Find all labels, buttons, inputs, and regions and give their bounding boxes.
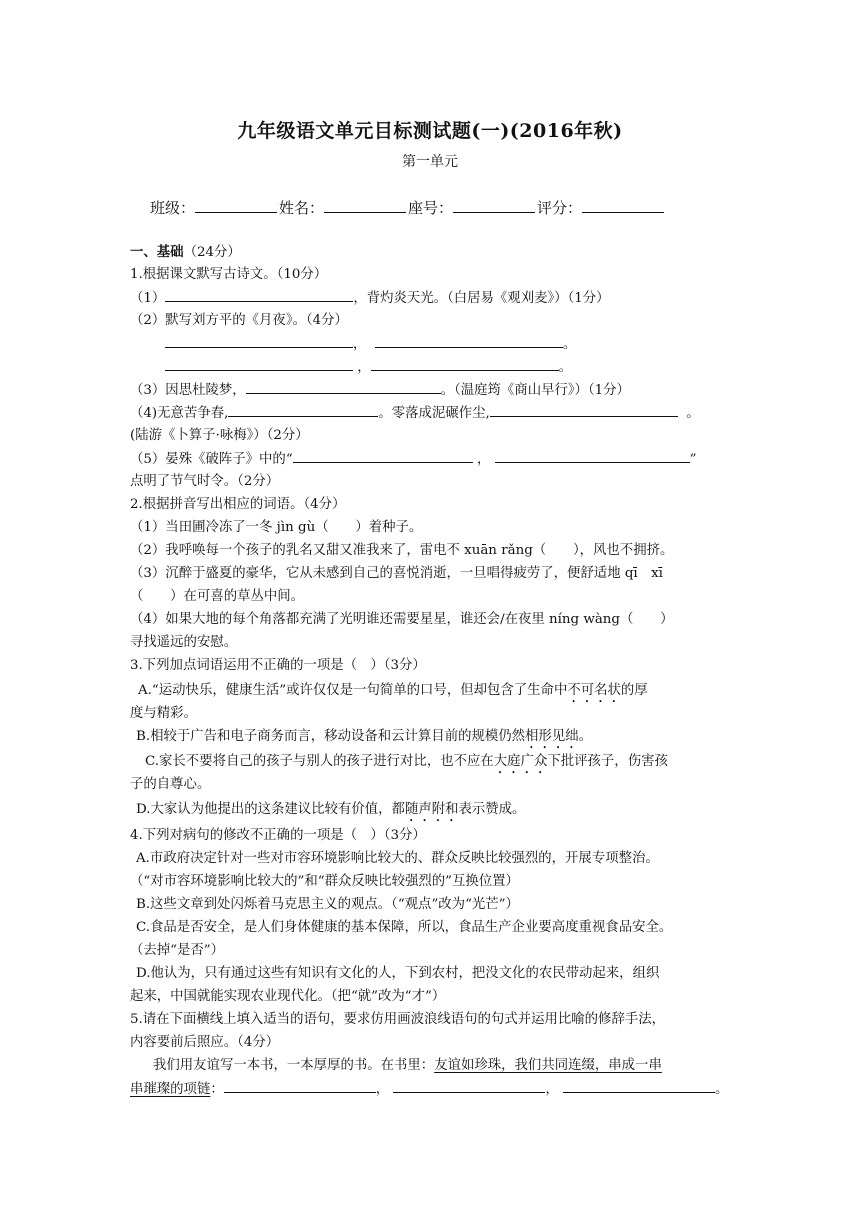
q2-line6: 寻找遥远的安慰。 — [130, 635, 238, 650]
q5-passage — [153, 1055, 753, 1077]
q1-p3-head: （3）因思杜陵梦， — [130, 383, 246, 398]
q1-p4-blank1[interactable] — [228, 402, 378, 417]
q2-line5: （4）如果大地的每个角落都充满了光明谁还需要星星，谁还会/在夜里 níng wàng（ ） — [130, 612, 674, 627]
q3-b-post: 。 — [578, 729, 592, 744]
section-title: 一、基础 — [130, 244, 184, 260]
seat-blank[interactable] — [453, 198, 535, 213]
q5-stem-cont: 内容要前后照应。（4分） — [130, 1035, 280, 1050]
q2-line3: （3）沉醉于盛夏的豪华，它从未感到自己的喜悦消逝，一旦唱得疲劳了，便舒适地 qī xī — [130, 566, 663, 581]
q1-part1 — [130, 287, 730, 310]
q1-part4 — [130, 402, 730, 425]
q3-a-dotted: 不可名状 — [567, 683, 621, 698]
q1-part5 — [130, 448, 730, 471]
q1-part2: （2）默写刘方平的《月夜》。（4分） — [130, 313, 348, 328]
q1-p2-sep1: ， — [353, 337, 367, 352]
q1-p2-sep2: ， — [357, 360, 371, 375]
q4-stem: 4.下列对病句的修改不正确的一项是（ ）（3分） — [130, 828, 426, 843]
q3-b-dotted: 相形见绌 — [525, 729, 579, 744]
q5-sep1: ： — [210, 1082, 224, 1097]
q4-option-b: B.这些文章到处闪烁着马克思主义的观点。（“观点”改为“光芒”） — [136, 897, 519, 912]
q3-option-a-cont: 度与精彩。 — [130, 706, 197, 721]
score-label: 评分： — [537, 199, 583, 217]
q5-blank2[interactable] — [393, 1078, 545, 1093]
class-blank[interactable] — [195, 198, 277, 213]
q4-option-d: D.他认为，只有通过这些有知识有文化的人，下到农村，把没文化的农民带动起来，组织 — [136, 966, 660, 981]
q3-stem: 3.下列加点词语运用不正确的一项是（ ）（3分） — [130, 658, 426, 673]
q3-option-b — [136, 726, 736, 752]
seat-label: 座号： — [408, 199, 454, 217]
q1-p4-end: 。 — [686, 406, 700, 421]
q4-option-a: A.市政府决定针对一些对市容环境影响比较大的、群众反映比较强烈的，开展专项整治。 — [136, 851, 659, 866]
q1-p2-blank4[interactable] — [371, 356, 559, 371]
q1-p5-head: （5）晏殊《破阵子》中的“ — [130, 452, 293, 467]
q5-wavy-sentence: 友谊如珍珠，我们共同连缀，串成一串 — [434, 1058, 662, 1073]
q2-line1: （1）当田圃冷冻了一冬 jìn gù（ ）着种子。 — [130, 520, 423, 535]
q5-wavy-sentence-cont: 串璀璨的项链 — [130, 1082, 211, 1097]
q5-stem: 5.请在下面横线上填入适当的语句，要求仿用画波浪线语句的句式并运用比喻的修辞手法， — [130, 1012, 666, 1027]
q2-line4: （ ）在可喜的草丛中间。 — [130, 589, 305, 604]
q3-c-dotted: 大庭广众 — [493, 754, 548, 769]
q1-p5-end: ” — [689, 452, 697, 467]
q5-passage-pre: 我们用友谊写一本书，一本厚厚的书。在书里： — [153, 1058, 435, 1073]
q3-option-d — [136, 799, 736, 825]
section-heading — [130, 241, 730, 264]
q1-p2-blank2[interactable] — [375, 333, 563, 348]
q1-p2-blank3[interactable] — [165, 356, 353, 371]
q5-blank3[interactable] — [563, 1078, 715, 1093]
q1-p1-blank[interactable] — [165, 287, 353, 302]
q2-stem: 2.根据拼音写出相应的词语。（4分） — [130, 497, 346, 512]
section-points: （24分） — [183, 245, 241, 260]
q2-line2: （2）我呼唤每一个孩子的乳名又甜又准我来了，雷电不 xuān rǎng（ ），风也不拥挤。 — [130, 543, 674, 558]
q1-p5-blank1[interactable] — [293, 448, 473, 463]
q1-p2-blank1[interactable] — [165, 333, 353, 348]
q1-p3-tail: 。（温庭筠《商山早行》）（1分） — [440, 383, 630, 398]
q3-c-post: 下批评孩子，伤害孩 — [547, 754, 668, 769]
q1-part2-line2 — [165, 356, 765, 379]
q1-p1-tail: ，背灼炎天光。（白居易《观刈麦》）（1分） — [353, 291, 610, 306]
q1-stem: 1.根据课文默写古诗文。（10分） — [130, 267, 328, 282]
q1-part5-tail: 点明了节气时令。（2分） — [130, 474, 280, 489]
name-blank[interactable] — [324, 198, 406, 213]
q5-passage-cont — [130, 1078, 730, 1101]
q1-p1-label: （1） — [130, 291, 166, 306]
q1-p5-sep: ， — [476, 452, 491, 467]
q1-part2-line1 — [165, 333, 765, 356]
q3-d-pre: D.大家认为他提出的这条建议比较有价值，都 — [136, 802, 405, 817]
q1-p2-end2: 。 — [558, 360, 573, 375]
q3-a-post: 的厚 — [620, 683, 648, 698]
q3-c-pre: C.家长不要将自己的孩子与别人的孩子进行对比，也不应在 — [145, 754, 494, 769]
q1-p4-head: （4)无意苦争春, — [130, 406, 229, 421]
q1-p4-mid: 。零落成泥碾作尘, — [378, 406, 490, 421]
q1-part3 — [130, 379, 730, 402]
q4-option-c-note: （去掉“是否”） — [130, 943, 225, 958]
student-info-row — [150, 197, 666, 218]
q5-blank1[interactable] — [224, 1078, 376, 1093]
q3-b-pre: B.相较于广告和电子商务而言，移动设备和云计算目前的规模仍然 — [136, 729, 526, 744]
page-title: 九年级语文单元目标测试题(一)(2016年秋) — [237, 120, 623, 142]
q1-p5-blank2[interactable] — [495, 448, 690, 463]
class-label: 班级： — [150, 199, 196, 217]
score-blank[interactable] — [582, 198, 664, 213]
q4-option-a-note: （“对市容环境影响比较大的”和“群众反映比较强烈的”互换位置） — [130, 874, 519, 889]
q3-a-pre: A.“运动快乐，健康生活”或许仅仅是一句简单的口号，但却包含了生命中 — [138, 683, 568, 698]
name-label: 姓名： — [279, 199, 325, 217]
q4-option-c: C.食品是否安全，是人们身体健康的基本保障，所以，食品生产企业要高度重视食品安全。 — [136, 920, 673, 935]
q1-p3-blank[interactable] — [246, 379, 441, 394]
q5-sep2: ， — [375, 1082, 390, 1097]
q1-p4-blank2[interactable] — [490, 402, 678, 417]
q3-option-c-cont: 子的自尊心。 — [130, 777, 211, 792]
q1-p2-end1: 。 — [562, 337, 577, 352]
q5-end: 。 — [715, 1082, 729, 1097]
page-subtitle: 第一单元 — [402, 154, 458, 170]
q1-part4-source: (陆游《卜算子·咏梅》）（2分） — [130, 428, 309, 443]
q5-sep3: ， — [545, 1082, 559, 1097]
q3-d-dotted: 随声附和 — [404, 802, 459, 817]
q4-option-d-cont: 起来，中国就能实现农业现代化。（把“就”改为“才”） — [130, 989, 446, 1004]
q3-d-post: 表示赞成。 — [458, 802, 526, 817]
